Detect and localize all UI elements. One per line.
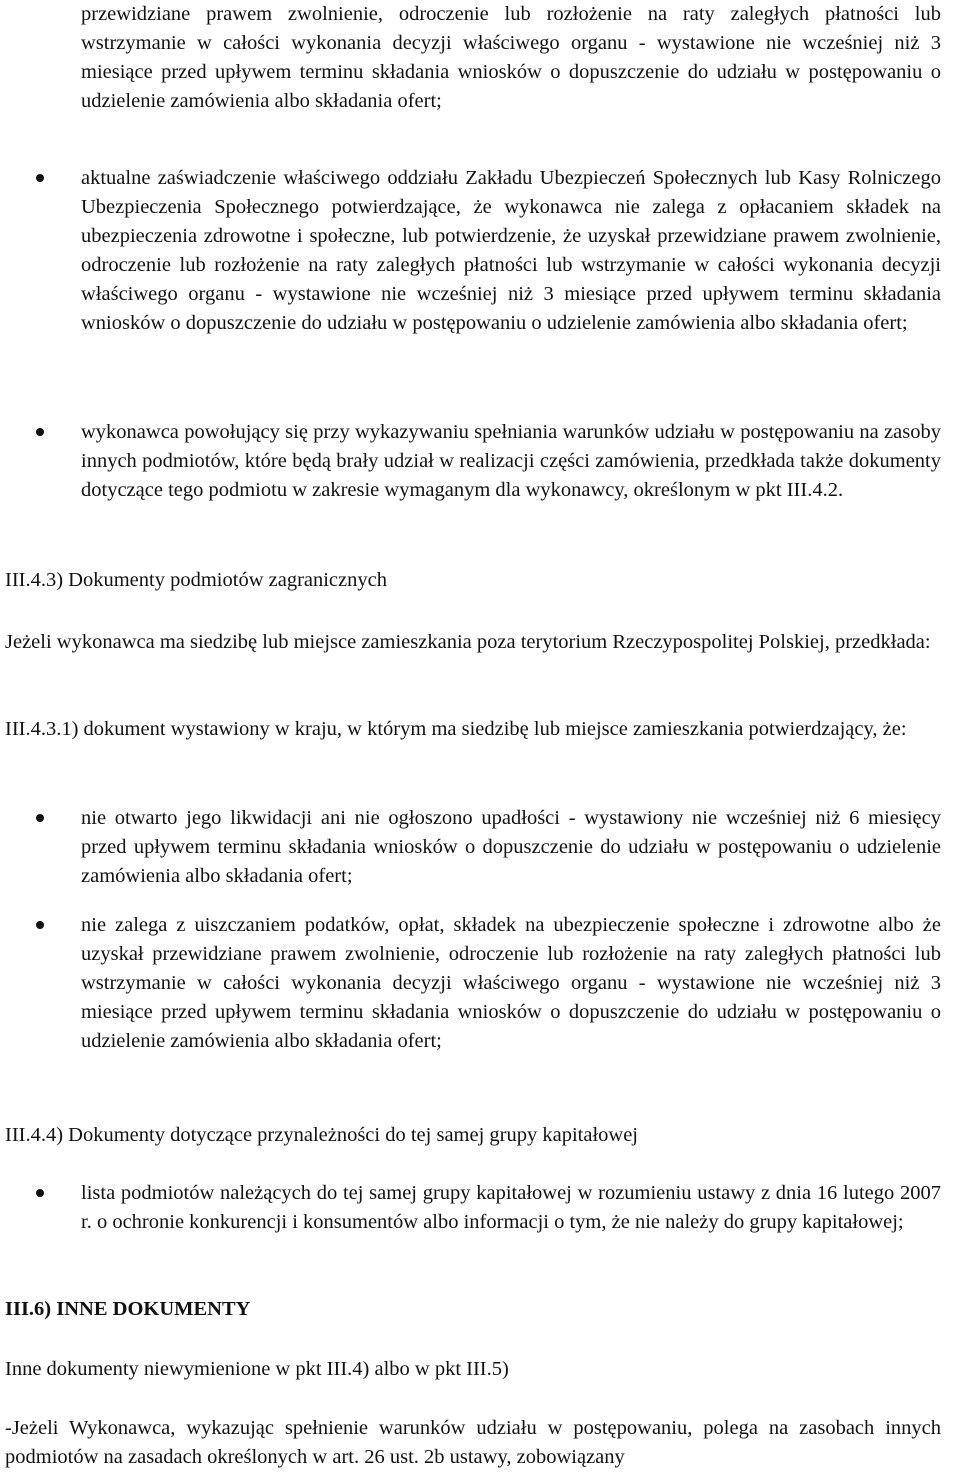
paragraph-other-documents: Inne dokumenty niewymienione w pkt III.4) albo w pkt III.5): [5, 1358, 509, 1380]
bullet-icon: [36, 174, 44, 182]
list-item-third-party-resources: wykonawca powołujący się przy wykazywaniu spełniania warunków udziału w postępowaniu na zasoby innych podmiotów, które będą brały udział w realizacji części zamówienia, przedkłada także dokumenty dotyczące tego podmiotu w zakresie wymaganym dla wykonawcy, określonym w pkt III.4.2.: [81, 421, 941, 501]
bullet-icon: [36, 921, 44, 929]
paragraph-foreign-seat: Jeżeli wykonawca ma siedzibę lub miejsce zamieszkania poza terytorium Rzeczypospolitej Polskiej, przedkłada:: [5, 631, 931, 653]
bullet-icon: [36, 428, 44, 436]
list-item-capital-group-list: lista podmiotów należących do tej samej grupy kapitałowej w rozumieniu ustawy z dnia 16 lutego 2007 r. o ochronie konkurencji i konsumentów albo informacji o tym, że nie należy do grupy kapitałowej;: [81, 1182, 941, 1233]
section-heading-other-documents: III.6) INNE DOKUMENTY: [5, 1298, 251, 1320]
list-item-no-liquidation: nie otwarto jego likwidacji ani nie ogłoszono upadłości - wystawiony nie wcześniej niż 6 miesięcy przed upływem terminu składania wniosków o dopuszczenie do udziału w postępowaniu o udzielenie zamówienia albo składania ofert;: [81, 807, 941, 887]
section-heading-capital-group: III.4.4) Dokumenty dotyczące przynależności do tej samej grupy kapitałowej: [5, 1124, 638, 1146]
paragraph-contractor-resources: -Jeżeli Wykonawca, wykazując spełnienie warunków udziału w postępowaniu, polega na zasobach innych podmiotów na zasadach określonych w art. 26 ust. 2b ustawy, zobowiązany: [5, 1417, 941, 1468]
bullet-icon: [36, 1189, 44, 1197]
list-item-zus-certificate: aktualne zaświadczenie właściwego oddziału Zakładu Ubezpieczeń Społecznych lub Kasy Rolniczego Ubezpieczenia Społecznego potwierdzające, że wykonawca nie zalega z opłacaniem składek na ubezpieczenia zdrowotne i społeczne, lub potwierdzenie, że uzyskał przewidziane prawem zwolnienie, odroczenie lub rozłożenie na raty zaległych płatności lub wstrzymanie w całości wykonania decyzji właściwego organu - wystawione nie wcześniej niż 3 miesiące przed upływem terminu składania wniosków o dopuszczenie do udziału w postępowaniu o udzielenie zamówienia albo składania ofert;: [81, 167, 941, 334]
paragraph-foreign-document: III.4.3.1) dokument wystawiony w kraju, w którym ma siedzibę lub miejsce zamieszkania potwierdzający, że:: [5, 718, 907, 740]
bullet-icon: [36, 814, 44, 822]
list-item-no-tax-arrears: nie zalega z uiszczaniem podatków, opłat, składek na ubezpieczenie społeczne i zdrowotne albo że uzyskał przewidziane prawem zwolnienie, odroczenie lub rozłożenie na raty zaległych płatności lub wstrzymanie w całości wykonania decyzji właściwego organu - wystawione nie wcześniej niż 3 miesiące przed upływem terminu składania wniosków o dopuszczenie do udziału w postępowaniu o udzielenie zamówienia albo składania ofert;: [81, 914, 941, 1052]
paragraph-continuation: przewidziane prawem zwolnienie, odroczenie lub rozłożenie na raty zaległych płatności lub wstrzymanie w całości wykonania decyzji właściwego organu - wystawione nie wcześniej niż 3 miesiące przed upływem terminu składania wniosków o dopuszczenie do udziału w postępowaniu o udzielenie zamówienia albo składania ofert;: [81, 3, 941, 112]
section-heading-foreign-documents: III.4.3) Dokumenty podmiotów zagranicznych: [5, 569, 387, 591]
